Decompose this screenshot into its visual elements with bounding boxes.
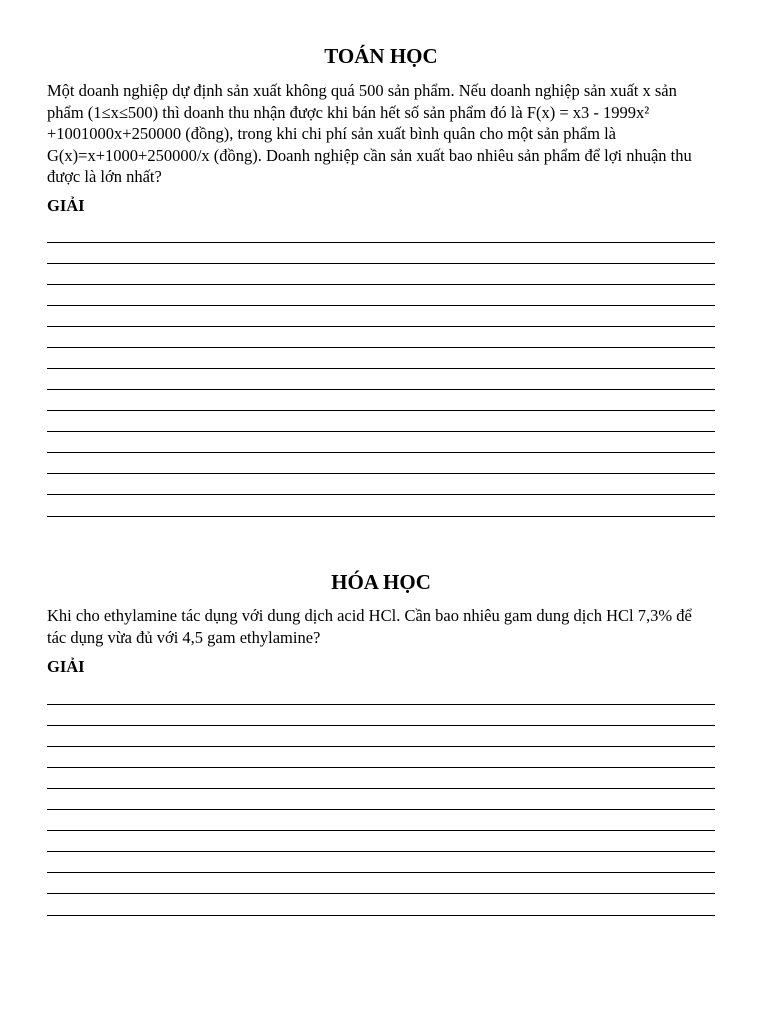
chemistry-solution-label-block (47, 657, 715, 677)
answer-line (47, 284, 715, 285)
math-solution-label-block (47, 196, 715, 216)
answer-line (47, 305, 715, 306)
chemistry-problem-text: Khi cho ethylamine tác dụng với dung dịch acid HCl. Cần bao nhiêu gam dung dịch HCl 7,3% để tác dụng vừa đủ với 4,5 gam ethylamine? (47, 606, 692, 647)
answer-line (47, 494, 715, 495)
answer-line (47, 830, 715, 831)
answer-line (47, 263, 715, 264)
answer-line (47, 389, 715, 390)
answer-line (47, 347, 715, 348)
answer-line (47, 809, 715, 810)
chemistry-title: HÓA HỌC (331, 570, 431, 594)
answer-line (47, 767, 715, 768)
chemistry-solution-label: GIẢI (47, 657, 85, 676)
math-problem-text: Một doanh nghiệp dự định sản xuất không quá 500 sản phẩm. Nếu doanh nghiệp sản xuất x sản phẩm (1≤x≤500) thì doanh thu nhận được khi bán hết số sản phẩm đó là F(x) = x3 - 1999x² +1001000x+250000 (đồng), trong khi chi phí sản xuất bình quân cho một sản phẩm là G(x)=x+1000+250000/x (đồng). Doanh nghiệp cần sản xuất bao nhiêu sản phẩm để lợi nhuận thu được là lớn nhất? (47, 81, 692, 186)
answer-line (47, 704, 715, 705)
chemistry-problem-block (47, 605, 715, 648)
answer-line (47, 893, 715, 894)
answer-line (47, 746, 715, 747)
answer-line (47, 431, 715, 432)
answer-line (47, 851, 715, 852)
answer-line (47, 368, 715, 369)
math-title: TOÁN HỌC (324, 44, 438, 68)
answer-line (47, 410, 715, 411)
answer-line (47, 725, 715, 726)
math-section (47, 44, 715, 68)
answer-line (47, 915, 715, 916)
chemistry-section (47, 570, 715, 594)
answer-line (47, 452, 715, 453)
math-solution-label: GIẢI (47, 196, 85, 215)
answer-line (47, 516, 715, 517)
answer-line (47, 242, 715, 243)
math-problem-block (47, 80, 715, 188)
answer-line (47, 788, 715, 789)
answer-line (47, 473, 715, 474)
answer-line (47, 326, 715, 327)
answer-line (47, 872, 715, 873)
